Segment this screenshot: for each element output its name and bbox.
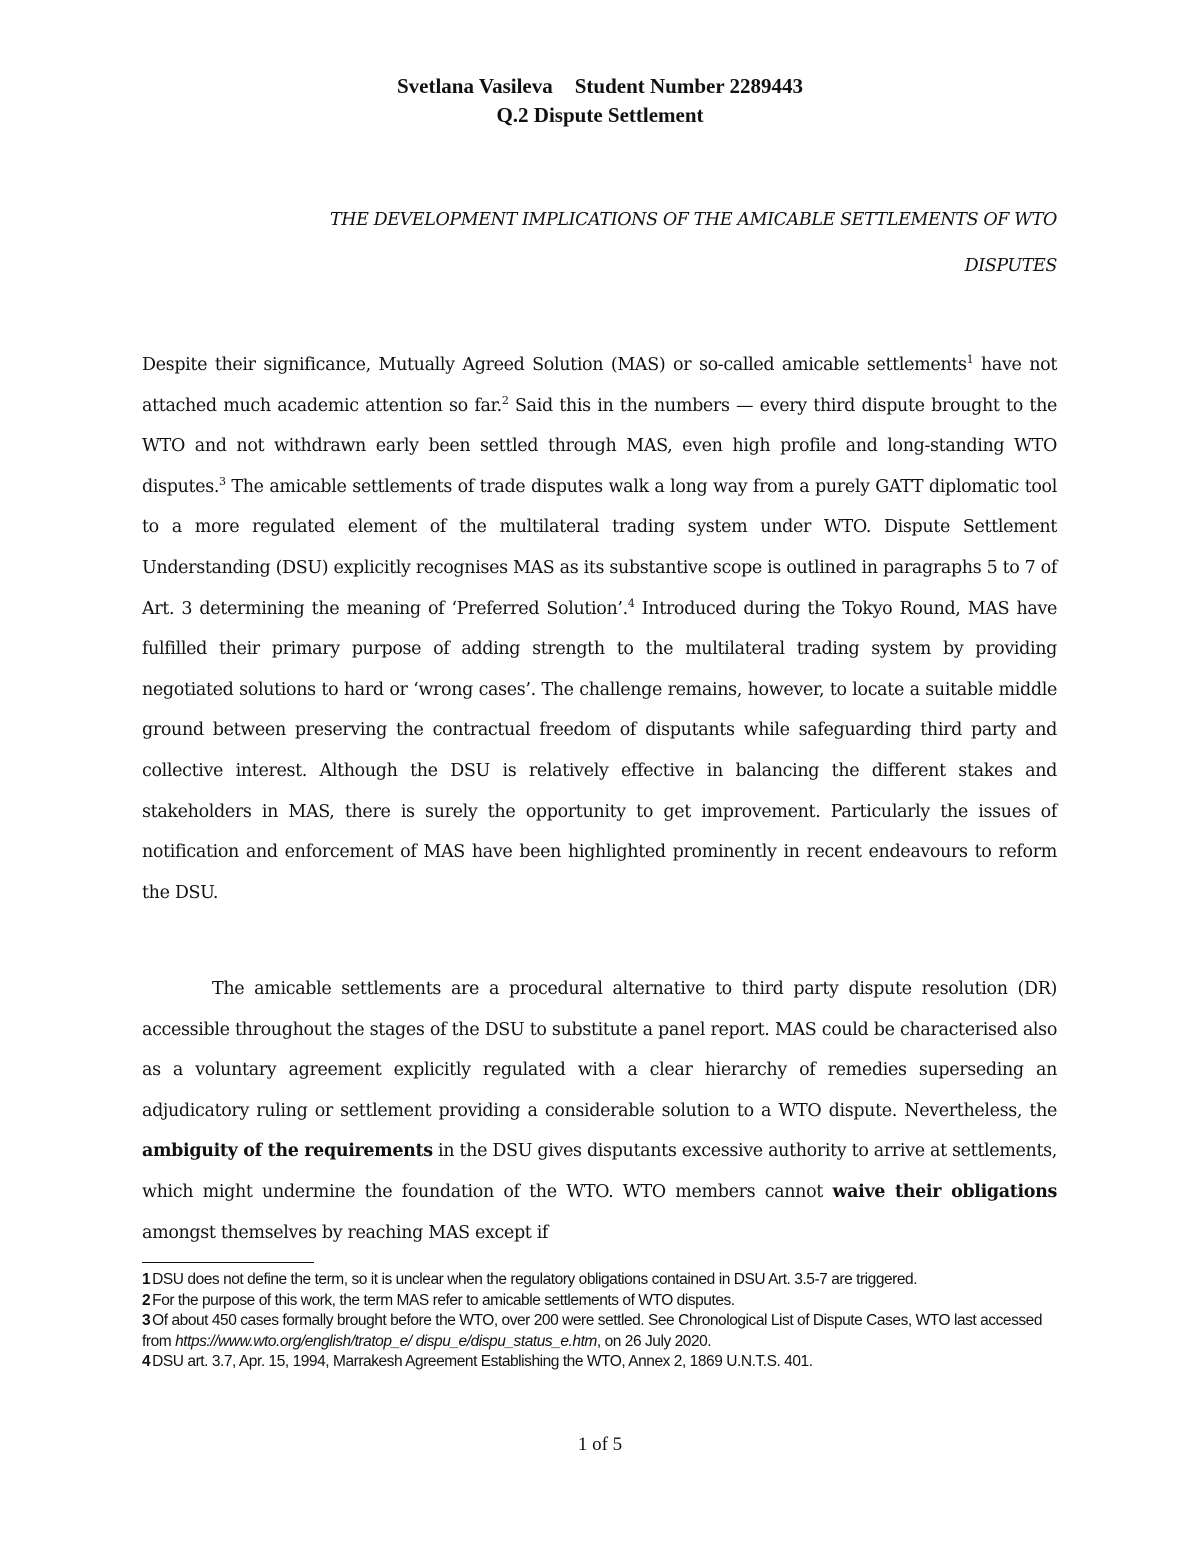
paragraph-text: Introduced during the Tokyo Round, MAS have fulfilled their primary purpose of adding strength to the multilateral trading system by providing negotiated solutions to hard or ‘wrong cases’. The challenge remains, however, to locate a suitable middle ground between preserving the contractual freedom of disputants while safeguarding third party and collective interest. Although the DSU is relatively effective in balancing the different stakes and stakeholders in MAS, there is surely the opportunity to get improvement. Particularly the issues of notification and enforcement of MAS have been highlighted prominently in recent endeavours to reform the DSU. [142, 598, 1057, 903]
footnote-1 [142, 1270, 1057, 1291]
footnote-text: DSU does not define the term, so it is unclear when the regulatory obligations contained in DSU Art. 3.5-7 are triggered. [152, 1271, 918, 1288]
footnote-text-after: , on 26 July 2020. [596, 1332, 712, 1350]
footnote-number: 4 [142, 1353, 151, 1370]
author-name: Svetlana Vasileva [396, 74, 553, 98]
page-header [0, 72, 1200, 100]
footnote-separator [142, 1262, 314, 1263]
paragraph-text: The amicable settlements are a procedural alternative to third party dispute resolution (DR) accessible throughout the stages of the DSU to substitute a panel report. MAS could be characterised also as a voluntary agreement explicitly regulated with a clear hierarchy of remedies superseding an adjudicatory ruling or settlement providing a considerable solution to a WTO dispute. Nevertheless, the [142, 979, 1057, 1121]
footnote-number: 2 [142, 1291, 151, 1309]
essay-title-line-1: THE DEVELOPMENT IMPLICATIONS OF THE AMICABLE SETTLEMENTS OF WTO [329, 210, 1057, 230]
essay-title [142, 197, 1057, 289]
question-heading: Q.2 Dispute Settlement [496, 103, 704, 127]
paragraph-text: The amicable settlements of trade disputes walk a long way from a purely GATT diplomatic tool to a more regulated element of the multilateral trading system under WTO. Dispute Settlement Understanding (DSU) explicitly recognises MAS as its substantive scope is outlined in paragraphs 5 to 7 of Art. 3 determining the meaning of ‘Preferred Solution’. [142, 476, 1057, 619]
page-number: 1 of 5 [577, 1434, 623, 1455]
footnote-text: Of about 450 cases formally brought before the WTO, over 200 were settled. See Chronological List of Dispute Cases, WTO last accessed from [142, 1312, 1043, 1350]
body-paragraph-1 [142, 345, 1057, 913]
footnote-ref-3[interactable]: 3 [219, 474, 226, 488]
emphasis-waive-obligations: waive their obligations [832, 1181, 1058, 1202]
footnote-4 [142, 1352, 1057, 1373]
footnote-ref-4[interactable]: 4 [627, 596, 635, 610]
footnote-2 [142, 1291, 1057, 1312]
student-number: Student Number 2289443 [574, 74, 804, 98]
paragraph-text: Said this in the numbers — every third dispute brought to the WTO and not withdrawn early been settled through MAS, even high profile and long-standing WTO disputes. [142, 395, 1057, 497]
emphasis-ambiguity: ambiguity of the requirements [142, 1141, 433, 1162]
footnote-ref-2[interactable]: 2 [501, 393, 509, 407]
footnote-3 [142, 1311, 1057, 1352]
footnote-number: 1 [142, 1271, 151, 1288]
paragraph-text: Despite their significance, Mutually Agreed Solution (MAS) or so-called amicable settlements [142, 355, 967, 375]
paragraph-text: in the DSU gives disputants excessive authority to arrive at settlements, which might undermine the foundation of the WTO. WTO members cannot [142, 1141, 1057, 1202]
essay-title-line-2: DISPUTES [964, 256, 1057, 276]
footnote-text: DSU art. 3.7, Apr. 15, 1994, Marrakesh Agreement Establishing the WTO, Annex 2, 1869 U.N.T.S. 401. [152, 1353, 813, 1370]
body-paragraph-2 [142, 969, 1057, 1253]
paragraph-text: amongst themselves by reaching MAS except if [142, 1222, 549, 1243]
footnote-link[interactable]: https://www.wto.org/english/tratop_e/ dispu_e/dispu_status_e.htm [175, 1332, 597, 1350]
footnote-ref-1[interactable]: 1 [966, 353, 974, 367]
footnote-text: For the purpose of this work, the term MAS refer to amicable settlements of WTO disputes. [152, 1291, 735, 1309]
paragraph-text: have not attached much academic attention so far. [142, 355, 1058, 416]
footnote-number: 3 [142, 1312, 151, 1329]
footnotes [142, 1270, 1057, 1373]
